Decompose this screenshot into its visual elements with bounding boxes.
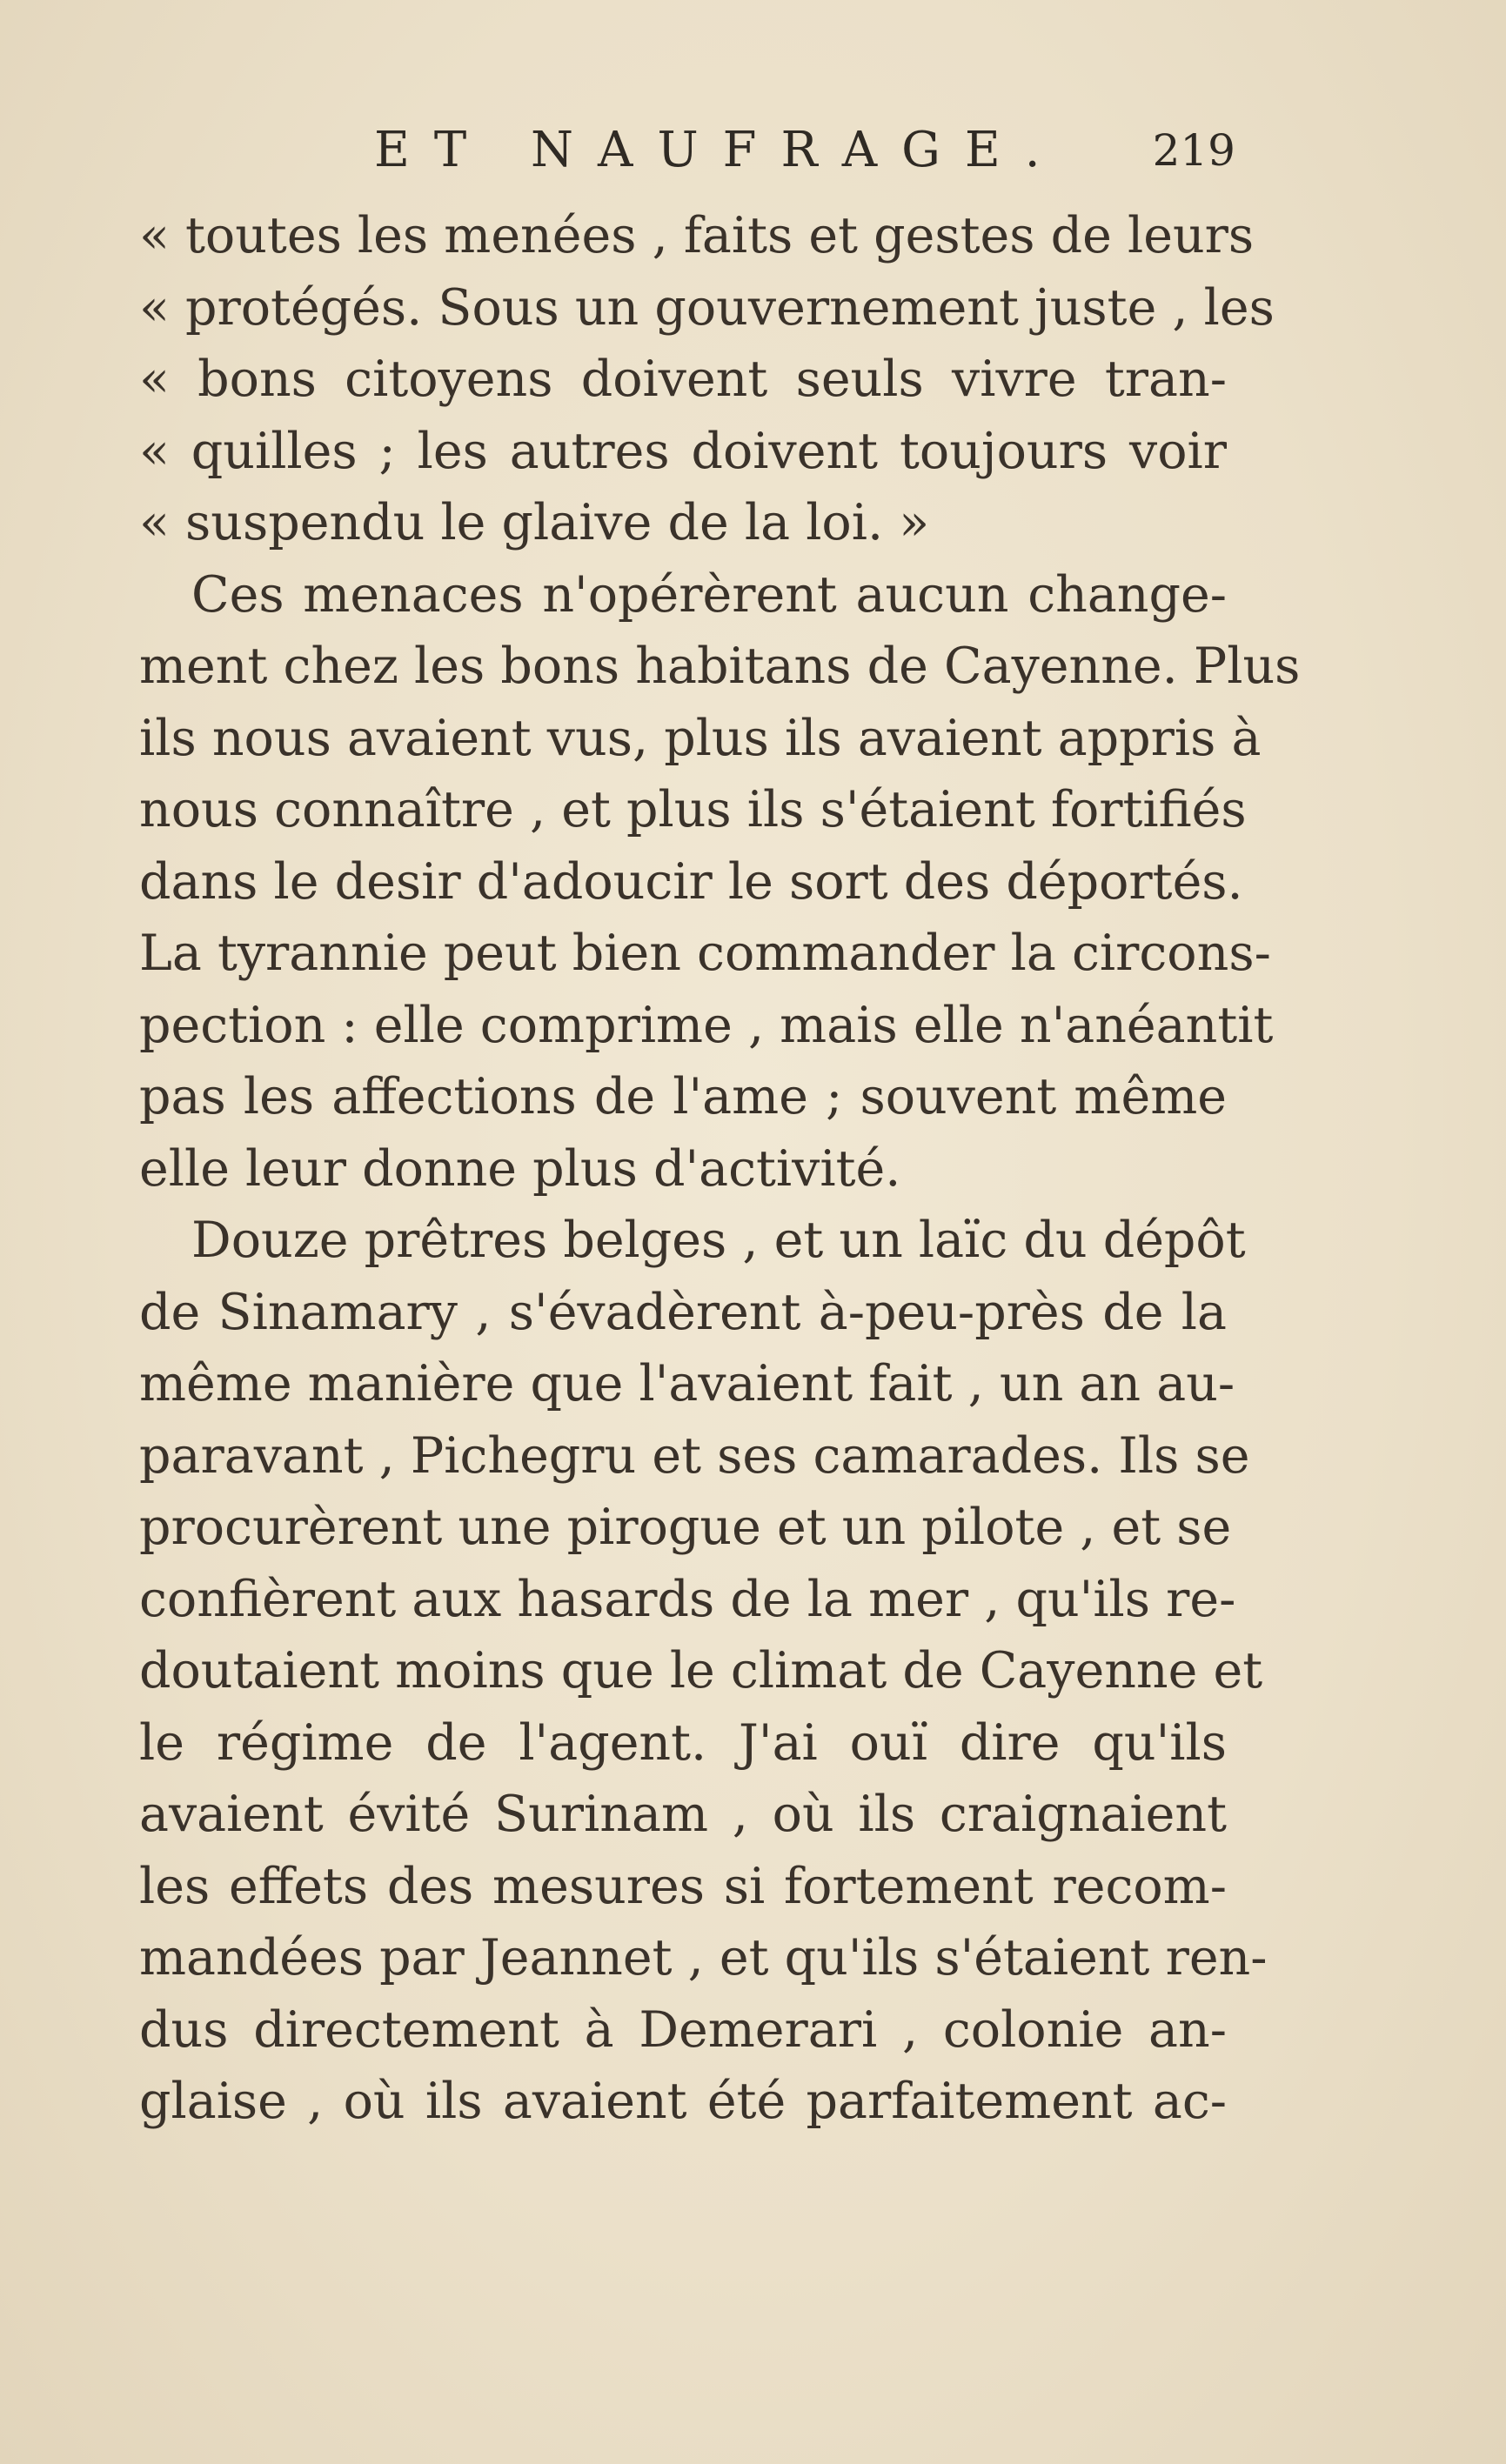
- text-line: dus directement à Demerari , colonie an-: [139, 2000, 1227, 2059]
- text-line: « suspendu le glaive de la loi. »: [139, 494, 930, 551]
- text-line: « protégés. Sous un gouvernement juste , les: [139, 278, 1275, 337]
- text-line: elle leur donne plus d'activité.: [139, 1139, 901, 1198]
- text-line: ment chez les bons habitans de Cayenne. Plus: [139, 638, 1301, 695]
- text-line: avaient évité Surinam , où ils craignaient: [139, 1786, 1227, 1843]
- text-line: paravant , Pichegru et ses camarades. Ils se: [139, 1426, 1250, 1485]
- text-line: ils nous avaient vus, plus ils avaient appris à: [139, 709, 1262, 767]
- text-line: « toutes les menées , faits et gestes de leurs: [139, 207, 1255, 264]
- text-line: le régime de l'agent. J'ai ouï dire qu'ils: [139, 1713, 1227, 1772]
- text-line: dans le desir d'adoucir le sort des déportés.: [139, 852, 1243, 911]
- text-line: « quilles ; les autres doivent toujours voir: [139, 422, 1227, 480]
- text-line: même manière que l'avaient fait , un an au-: [139, 1355, 1235, 1412]
- text-line: les effets des mesures si fortement recom-: [139, 1857, 1227, 1915]
- text-line: nous connaître , et plus ils s'étaient fortifiés: [139, 781, 1247, 838]
- page-number: 219: [1152, 125, 1235, 176]
- paragraph-start-line: Douze prêtres belges , et un laïc du dépôt: [191, 1212, 1246, 1269]
- running-title: ET NAUFRAGE.: [374, 122, 1065, 178]
- text-line: « bons citoyens doivent seuls vivre tran-: [139, 351, 1227, 408]
- paragraph-start-line: Ces menaces n'opérèrent aucun change-: [191, 565, 1227, 624]
- text-line: pas les affections de l'ame ; souvent même: [139, 1068, 1227, 1125]
- running-head: [139, 122, 1235, 200]
- text-line: La tyrannie peut bien commander la circons-: [139, 925, 1271, 982]
- text-line: glaise , où ils avaient été parfaitement ac-: [139, 2073, 1227, 2130]
- text-line: procurèrent une pirogue et un pilote , et se: [139, 1499, 1232, 1556]
- body-text: [139, 200, 1301, 2138]
- text-line: confièrent aux hasards de la mer , qu'ils re-: [139, 1570, 1236, 1628]
- text-line: mandées par Jeannet , et qu'ils s'étaient ren-: [139, 1929, 1268, 1987]
- text-line: de Sinamary , s'évadèrent à-peu-près de la: [139, 1283, 1227, 1341]
- text-line: doutaient moins que le climat de Cayenne et: [139, 1642, 1263, 1699]
- text-line: pection : elle comprime , mais elle n'anéantit: [139, 996, 1274, 1054]
